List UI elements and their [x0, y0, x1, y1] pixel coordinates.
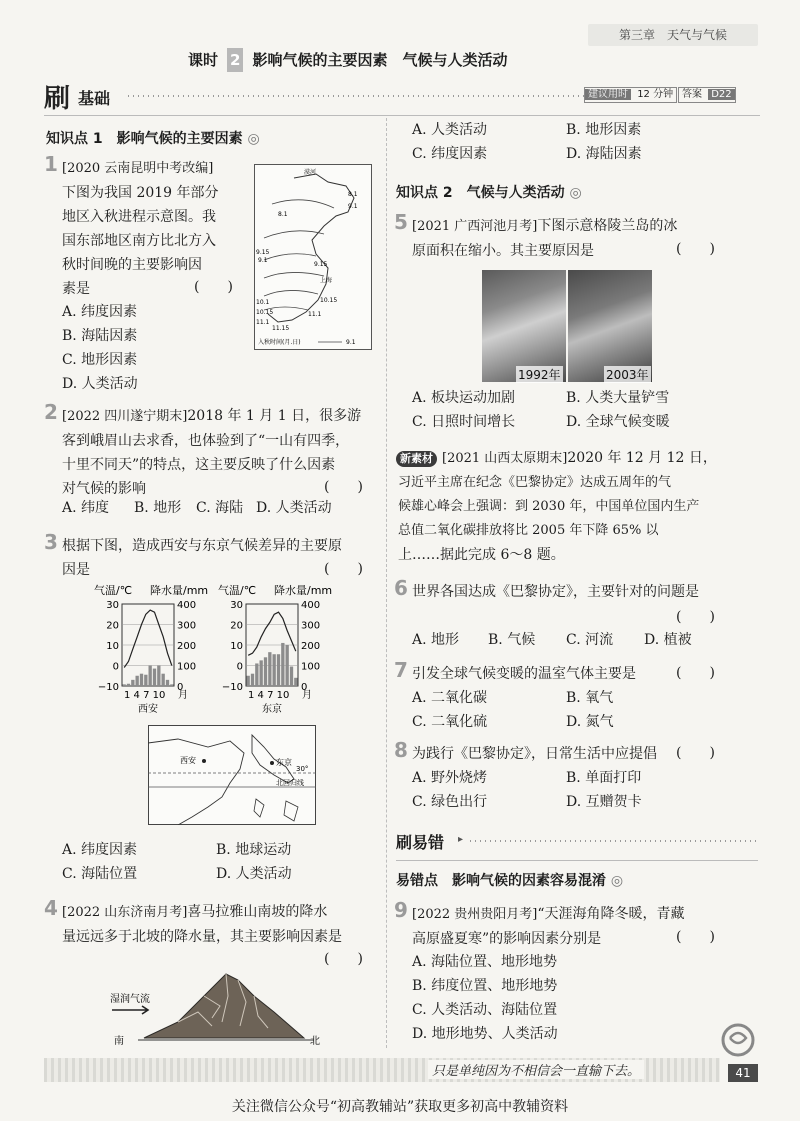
chart-xian: [98, 600, 196, 715]
time-badge: [584, 87, 677, 103]
month-unit: 月: [302, 690, 312, 701]
q2-option-d[interactable]: D. 人类活动: [256, 500, 332, 516]
answer-page: D22: [708, 89, 734, 100]
map-label: 11.15: [272, 325, 290, 332]
q3-climate-charts: [92, 582, 362, 720]
q3-option-b[interactable]: B. 地球运动: [216, 842, 292, 858]
promo-line: 关注微信公众号“初高教辅站”获取更多初高中教辅资料: [231, 1099, 569, 1115]
tokyo-dot: [270, 761, 274, 765]
q2-line: 十里不同天”的特点，这主要反映了什么因素: [62, 457, 336, 473]
q1-line: 国东部地区南方比北方入: [62, 233, 216, 249]
q5-source: [2021 广西河池月考]: [412, 219, 538, 234]
map-legend-value: 9.1: [346, 339, 356, 346]
precip-tick-label: 100: [301, 661, 321, 673]
temp-tick-label: −10: [221, 682, 243, 693]
map-label: 8.1: [348, 191, 358, 198]
map-label: 10.15: [320, 297, 338, 304]
q4-option-c[interactable]: C. 纬度因素: [412, 146, 488, 162]
q3-line: 因是: [62, 562, 90, 578]
south-label: 南: [114, 1036, 124, 1047]
map-label: 9.15: [256, 249, 270, 256]
q1-line: 秋时间晚的主要影响因: [62, 257, 202, 273]
q1-autumn-map: [254, 164, 372, 350]
q1-source: [2020 云南昆明中考改编]: [62, 161, 214, 176]
q6-answer-blank[interactable]: ( ): [676, 609, 715, 625]
month-unit: 月: [178, 690, 188, 701]
precip-bar: [162, 674, 165, 686]
q8-option-d[interactable]: D. 互赠贺卡: [566, 794, 642, 810]
kp2-label: 知识点 2 气候与人类活动: [396, 185, 565, 201]
q9-number: 9: [394, 898, 408, 922]
section-basic-header: [44, 78, 760, 112]
precip-tick-label: 400: [177, 600, 197, 611]
material-source: [2021 山西太原期末]: [442, 451, 568, 466]
q4-number: 4: [44, 896, 58, 920]
chart-tokyo: [222, 600, 320, 715]
material-line: 习近平主席在纪念《巴黎协定》达成五周年的气: [398, 475, 672, 490]
precip-bar: [153, 669, 156, 686]
q4-line: 喜马拉雅山南坡的降水: [187, 904, 328, 920]
q1-option-a[interactable]: A. 纬度因素: [62, 304, 138, 320]
map-label: 10.15: [256, 309, 274, 316]
column-divider: [386, 118, 387, 1048]
q8-option-a[interactable]: A. 野外烧烤: [412, 770, 488, 786]
precip-bar: [260, 660, 263, 686]
lesson-number: 2: [227, 48, 243, 72]
month-tick-labels: 1 4 7 10: [124, 690, 166, 701]
q2-line: 2018 年 1 月 1 日，很多游: [187, 408, 362, 424]
xian-dot: [202, 759, 206, 763]
map-city-tokyo: 东京: [276, 758, 292, 767]
map-tropic: 北回归线: [276, 779, 304, 787]
map-label: 9.1: [258, 257, 268, 264]
material-line: 上……据此完成 6～8 题。: [398, 547, 565, 563]
humid-airflow-label: 湿润气流: [110, 994, 150, 1005]
q1-line: 下图为我国 2019 年部分: [62, 185, 219, 201]
map-lat-30: 30°: [296, 765, 309, 773]
temp-tick-label: −10: [97, 682, 119, 693]
precip-bar: [131, 680, 134, 686]
temp-tick-label: 0: [112, 661, 119, 673]
answer-badge: [678, 87, 736, 103]
q2-option-c[interactable]: C. 海陆: [196, 500, 244, 516]
temp-tick-label: 30: [106, 600, 119, 611]
q9-option-a[interactable]: A. 海陆位置、地形地势: [412, 954, 558, 970]
q4-source: [2022 山东济南月考]: [62, 905, 188, 920]
q7-answer-blank[interactable]: ( ): [676, 665, 715, 681]
time-value: 12 分钟: [637, 89, 674, 100]
material-line: 候雄心峰会上强调：到 2030 年，中国单位国内生产: [398, 499, 700, 514]
q1-line: 素是: [62, 281, 90, 297]
map-label: 9.1: [348, 203, 358, 210]
q7-number: 7: [394, 658, 408, 682]
temp-tick-label: 30: [230, 600, 243, 611]
q1-answer-blank[interactable]: ( ): [194, 279, 233, 295]
precip-bar: [277, 654, 280, 686]
q1-option-c[interactable]: C. 地形因素: [62, 352, 138, 368]
section-error-header: [396, 828, 758, 854]
q2-option-a[interactable]: A. 纬度: [62, 500, 110, 516]
q6-option-a[interactable]: A. 地形: [412, 632, 460, 648]
q9-source: [2022 贵州贵阳月考]: [412, 907, 538, 922]
q9-option-b[interactable]: B. 纬度位置、地形地势: [412, 978, 558, 994]
q5-year-2003: 2003年: [606, 368, 649, 382]
material-line: 2020 年 12 月 12 日，: [567, 450, 717, 466]
material-line: 总值二氧化碳排放将比 2005 年下降 65% 以: [398, 523, 659, 538]
q7-option-d[interactable]: D. 氮气: [566, 714, 614, 730]
material-text: [398, 446, 758, 567]
q2-line: 对气候的影响: [62, 481, 146, 497]
target-icon: ◎: [610, 873, 624, 889]
precip-bar: [273, 654, 276, 686]
section-dots: [128, 92, 598, 100]
map-label: 漠河: [304, 169, 317, 176]
q8-stem: 为践行《巴黎协定》，日常生活中应提倡: [412, 746, 657, 762]
map-legend: 入秋时间(月.日): [258, 339, 301, 346]
q3-number: 3: [44, 530, 58, 554]
error-point: [396, 870, 623, 890]
q5-year-1992: 1992年: [518, 368, 561, 382]
q8-option-b[interactable]: B. 单面打印: [566, 770, 642, 786]
precip-tick-label: 0: [301, 682, 308, 693]
precip-tick-label: 400: [301, 600, 321, 611]
map-label: 9.15: [314, 261, 328, 268]
precip-bar: [123, 684, 126, 686]
q9-option-c[interactable]: C. 人类活动、海陆位置: [412, 1002, 558, 1018]
q9-line: 高原盛夏寒”的影响因素分别是: [412, 931, 602, 947]
q3-answer-blank[interactable]: ( ): [324, 561, 363, 577]
q7-option-c[interactable]: C. 二氧化硫: [412, 714, 488, 730]
chart2-precip-axis-label: 降水量/mm: [274, 584, 333, 597]
q5-line: 原面积在缩小。其主要原因是: [412, 243, 594, 259]
precip-bar: [264, 657, 267, 686]
new-material-badge: 新素材: [396, 451, 437, 467]
month-tick-labels: 1 4 7 10: [248, 690, 290, 701]
q8-option-c[interactable]: C. 绿色出行: [412, 794, 488, 810]
q3-option-d[interactable]: D. 人类活动: [216, 866, 292, 882]
q4-line: 量远远多于北坡的降水量，其主要影响因素是: [62, 929, 342, 945]
chart-city-label: 东京: [262, 704, 282, 715]
kp1-label: 知识点 1 影响气候的主要因素: [46, 131, 243, 147]
precip-bar: [281, 643, 284, 686]
q6-number: 6: [394, 576, 408, 600]
map-label: 上海: [320, 277, 333, 284]
q4-answer-blank[interactable]: ( ): [324, 951, 363, 967]
precip-bar: [170, 684, 173, 686]
lesson-title-text: 影响气候的主要因素 气候与人类活动: [252, 51, 508, 69]
q5-number: 5: [394, 210, 408, 234]
precip-bar: [251, 674, 254, 686]
q2-line: 客到峨眉山去求香，也体验到了“一山有四季，: [62, 433, 350, 449]
footer-motto: 只是单纯因为不相信会一直输下去。: [428, 1060, 644, 1079]
q9-answer-blank[interactable]: ( ): [676, 929, 715, 945]
q4-mountain-figure: [108, 966, 324, 1048]
temp-tick-label: 10: [106, 641, 119, 652]
q5-option-c[interactable]: C. 日照时间增长: [412, 414, 516, 430]
q4-option-a[interactable]: A. 人类活动: [412, 122, 488, 138]
q2-option-b[interactable]: B. 地形: [134, 500, 182, 516]
chapter-tab: [588, 24, 758, 46]
q8-number: 8: [394, 738, 408, 762]
lesson-title: [188, 48, 588, 72]
section-brush-glyph: 刷: [44, 84, 71, 114]
precip-bar: [144, 675, 147, 686]
q2-number: 2: [44, 400, 58, 424]
q1-option-d[interactable]: D. 人类活动: [62, 376, 138, 392]
temp-tick-label: 0: [236, 661, 243, 673]
precip-tick-label: 300: [177, 620, 197, 632]
precip-bar: [140, 674, 143, 686]
section-rule: [44, 115, 760, 116]
q1-number: 1: [44, 152, 58, 176]
page-number: 41: [728, 1064, 758, 1082]
precip-tick-label: 0: [177, 682, 184, 693]
q3-line: 根据下图，造成西安与东京气候差异的主要原: [62, 538, 342, 554]
precip-bar: [149, 666, 152, 687]
q2-source: [2022 四川遂宁期末]: [62, 409, 188, 424]
target-icon: ◎: [247, 131, 260, 147]
error-point-label: 易错点 影响气候的因素容易混淆: [396, 873, 606, 889]
map-label: 11.1: [256, 319, 270, 326]
precip-bar: [268, 652, 271, 686]
map-label: 11.1: [308, 311, 322, 318]
chart-city-label: 西安: [138, 704, 158, 715]
section-arrow-icon: ▸: [458, 834, 464, 845]
time-label: 建议用时: [585, 89, 631, 100]
map-label: 10.1: [256, 299, 270, 306]
north-label: 北: [310, 1036, 320, 1047]
section-error-rule: [396, 860, 758, 861]
target-icon: ◎: [569, 185, 582, 201]
airflow-arrow: [112, 1006, 148, 1014]
answer-label: 答案: [682, 89, 702, 100]
precip-bar: [247, 676, 250, 686]
precip-bar: [127, 684, 130, 686]
q2-answer-blank[interactable]: ( ): [324, 479, 363, 495]
temp-tick-label: 20: [230, 620, 243, 632]
q5-option-d[interactable]: D. 全球气候变暖: [566, 414, 670, 430]
precip-bar: [157, 666, 160, 687]
q1-line: 地区入秋进程示意图。我: [62, 209, 216, 225]
chart1-temp-axis-label: 气温/℃: [94, 584, 133, 597]
q5-answer-blank[interactable]: ( ): [676, 241, 715, 257]
q6-stem: 世界各国达成《巴黎协定》，主要针对的问题是: [412, 584, 699, 600]
precip-tick-label: 200: [301, 641, 321, 652]
q6-option-d[interactable]: D. 植被: [644, 632, 692, 648]
precip-tick-label: 200: [177, 641, 197, 652]
q7-stem: 引发全球气候变暖的温室气体主要是: [412, 666, 636, 682]
chapter-label: 第三章 天气与气候: [618, 28, 727, 42]
map-label: 8.1: [278, 211, 288, 218]
chart1-precip-axis-label: 降水量/mm: [150, 584, 209, 597]
temperature-line: [124, 610, 172, 667]
section-basic-label: 基础: [78, 89, 111, 108]
q5-option-b[interactable]: B. 人类大量铲雪: [566, 390, 670, 406]
map-city-xian: 西安: [180, 756, 196, 765]
chart2-temp-axis-label: 气温/℃: [218, 584, 257, 597]
precip-bar: [286, 645, 289, 686]
q3-option-a[interactable]: A. 纬度因素: [62, 842, 138, 858]
q1-option-b[interactable]: B. 海陆因素: [62, 328, 138, 344]
q7-option-b[interactable]: B. 氧气: [566, 690, 614, 706]
q5-option-a[interactable]: A. 板块运动加剧: [412, 390, 516, 406]
q6-option-c[interactable]: C. 河流: [566, 632, 614, 648]
q9-option-d[interactable]: D. 地形地势、人类活动: [412, 1026, 558, 1042]
precip-tick-label: 100: [177, 661, 197, 673]
section-dots: [470, 838, 758, 844]
precip-tick-label: 300: [301, 620, 321, 632]
q4-option-b[interactable]: B. 地形因素: [566, 122, 642, 138]
knowledge-point-1: [46, 128, 260, 148]
q8-answer-blank[interactable]: ( ): [676, 745, 715, 761]
temp-tick-label: 20: [106, 620, 119, 632]
mascot-logo-icon: [720, 1022, 756, 1058]
section-error-label: 刷易错: [396, 833, 445, 852]
lesson-prefix: 课时: [188, 51, 219, 69]
q5-line: 下图示意格陵兰岛的冰: [537, 218, 678, 234]
q7-option-a[interactable]: A. 二氧化碳: [412, 690, 488, 706]
q3-option-c[interactable]: C. 海陆位置: [62, 866, 138, 882]
precip-bar: [294, 678, 297, 686]
q3-east-asia-map: [148, 725, 316, 825]
knowledge-point-2: [396, 182, 582, 202]
q4-stem: [62, 900, 380, 949]
q4-option-d[interactable]: D. 海陆因素: [566, 146, 642, 162]
precip-bar: [290, 667, 293, 686]
temp-tick-label: 10: [230, 641, 243, 652]
q6-option-b[interactable]: B. 气候: [488, 632, 536, 648]
precip-bar: [166, 680, 169, 686]
precip-bar: [136, 676, 139, 686]
precip-bar: [255, 663, 258, 686]
q9-line: “天涯海角降冬暖，青藏: [537, 906, 685, 922]
